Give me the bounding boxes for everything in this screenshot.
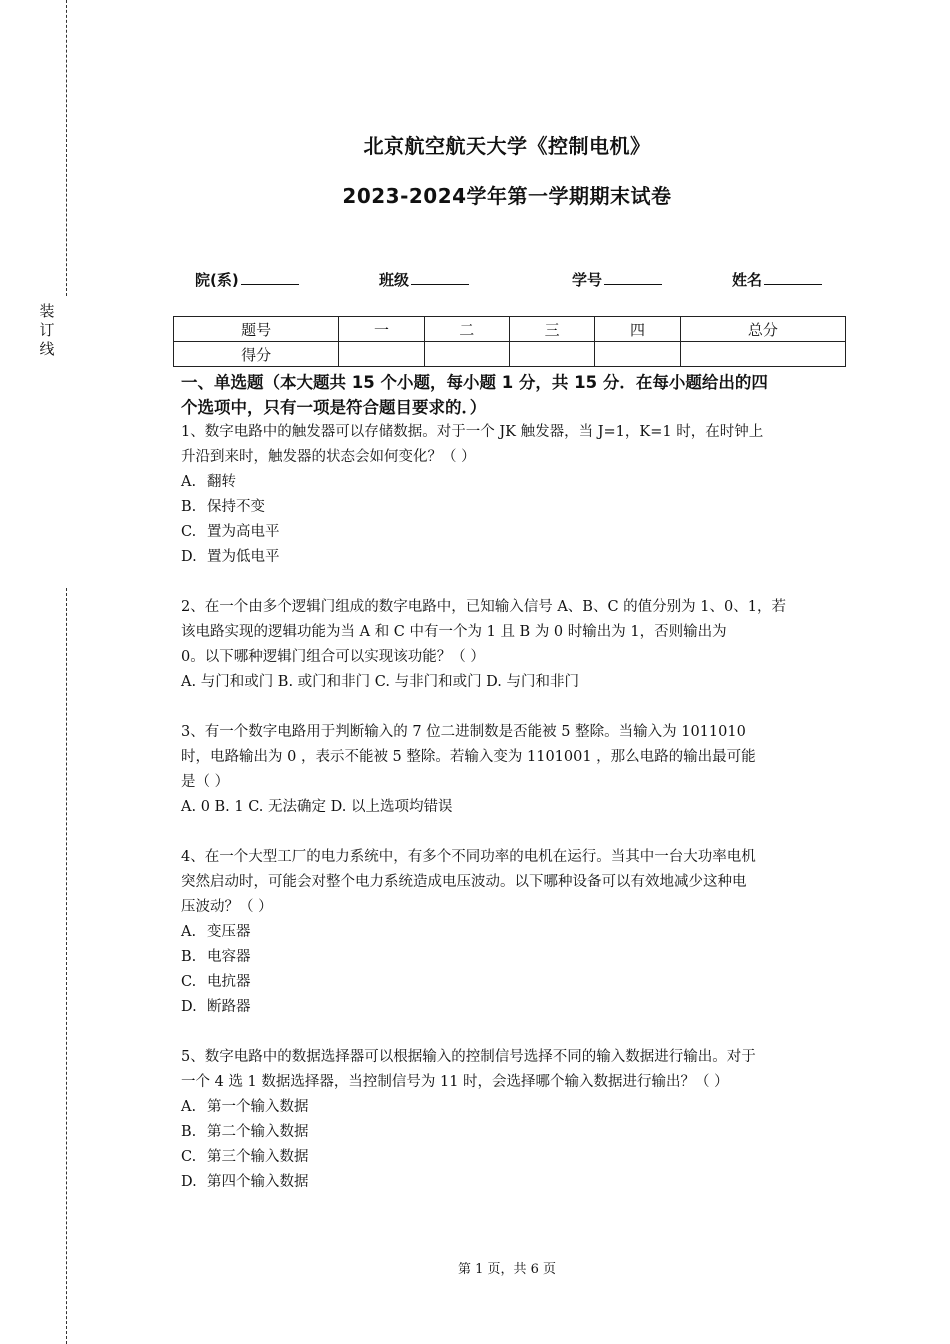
score-table [173, 316, 846, 367]
question-text: 0。以下哪种逻辑门组合可以实现该功能？（ ） [181, 649, 485, 665]
spacer [181, 820, 841, 845]
option: A. 第一个输入数据 [181, 1099, 309, 1115]
student-info-row [0, 268, 950, 292]
option: D. 置为低电平 [181, 549, 280, 565]
question-text: 2、在一个由多个逻辑门组成的数字电路中，已知输入信号 A、B、C 的值分别为 1、0、1，若 [181, 599, 786, 615]
binding-label [38, 302, 56, 359]
score-entry-cell [424, 342, 509, 367]
score-table-score-row [174, 342, 846, 367]
question-text: 时，电路输出为 0 ，表示不能被 5 整除。若输入变为 1101001 ，那么电路的输出最可能 [181, 749, 756, 765]
score-table-header-row [174, 317, 846, 342]
score-table-cell: 三 [509, 317, 594, 342]
info-label: 姓名 [732, 271, 763, 289]
spacer [181, 1020, 841, 1045]
spacer [181, 570, 841, 595]
binding-label-char: 订 [39, 321, 55, 339]
score-table-cell: 一 [339, 317, 424, 342]
question-2 [181, 595, 841, 695]
binding-line-bottom [66, 588, 67, 1344]
option: C. 电抗器 [181, 974, 251, 990]
question-text: 是（ ） [181, 774, 230, 790]
option: D. 断路器 [181, 999, 251, 1015]
option: B. 第二个输入数据 [181, 1124, 309, 1140]
option: B. 保持不变 [181, 499, 265, 515]
info-blank [764, 268, 822, 285]
score-entry-cell [680, 342, 845, 367]
binding-label-char: 装 [39, 302, 55, 320]
inline-options: A. 与门和或门 B. 或门和非门 C. 与非门和或门 D. 与门和非门 [181, 674, 580, 690]
question-3 [181, 720, 841, 820]
exam-title: 北京航空航天大学《控制电机》 [363, 134, 651, 158]
question-text: 5、数字电路中的数据选择器可以根据输入的控制信号选择不同的输入数据进行输出。对于 [181, 1049, 756, 1065]
score-table-cell: 题号 [174, 317, 339, 342]
score-entry-cell [509, 342, 594, 367]
option: B. 电容器 [181, 949, 251, 965]
question-text: 压波动？（ ） [181, 899, 273, 915]
exam-subtitle: 2023-2024学年第一学期期末试卷 [342, 184, 672, 208]
info-label: 班级 [379, 271, 410, 289]
exam-content [181, 370, 841, 1195]
score-table-cell: 二 [424, 317, 509, 342]
binding-label-char: 线 [39, 340, 55, 358]
question-text: 1、数字电路中的触发器可以存储数据。对于一个 JK 触发器，当 J=1，K=1 时，在时钟上 [181, 424, 764, 440]
info-blank [604, 268, 662, 285]
option: C. 第三个输入数据 [181, 1149, 309, 1165]
question-text: 一个 4 选 1 数据选择器，当控制信号为 11 时，会选择哪个输入数据进行输出？（ ） [181, 1074, 729, 1090]
question-text: 4、在一个大型工厂的电力系统中，有多个不同功率的电机在运行。当其中一台大功率电机 [181, 849, 756, 865]
question-5 [181, 1045, 841, 1195]
question-1 [181, 420, 841, 570]
option: C. 置为高电平 [181, 524, 280, 540]
score-table-cell: 四 [595, 317, 680, 342]
info-field-student-id [572, 268, 662, 290]
score-table-cell: 总分 [680, 317, 845, 342]
question-text: 升沿到来时，触发器的状态会如何变化？（ ） [181, 449, 476, 465]
info-blank [411, 268, 469, 285]
score-table-cell: 得分 [174, 342, 339, 367]
info-field-department [195, 268, 299, 290]
section-heading: 一、单选题（本大题共 15 个小题，每小题 1 分，共 15 分．在每小题给出的四 [181, 373, 768, 392]
question-text: 突然启动时，可能会对整个电力系统造成电压波动。以下哪种设备可以有效地减少这种电 [181, 874, 747, 890]
inline-options: A. 0 B. 1 C. 无法确定 D. 以上选项均错误 [181, 799, 453, 815]
page-number: 第 1 页，共 6 页 [457, 1262, 557, 1277]
question-4 [181, 845, 841, 1020]
info-field-name [732, 268, 822, 290]
option: D. 第四个输入数据 [181, 1174, 309, 1190]
info-label: 学号 [572, 271, 603, 289]
section-heading: 个选项中，只有一项是符合题目要求的．） [181, 398, 487, 417]
spacer [181, 695, 841, 720]
option: A. 变压器 [181, 924, 251, 940]
score-entry-cell [595, 342, 680, 367]
question-text: 3、有一个数字电路用于判断输入的 7 位二进制数是否能被 5 整除。当输入为 1011010 [181, 724, 746, 740]
info-field-class [379, 268, 469, 290]
score-entry-cell [339, 342, 424, 367]
info-label: 院(系) [195, 271, 239, 289]
question-text: 该电路实现的逻辑功能为当 A 和 C 中有一个为 1 且 B 为 0 时输出为 1，否则输出为 [181, 624, 727, 640]
info-blank [241, 268, 299, 285]
option: A. 翻转 [181, 474, 236, 490]
